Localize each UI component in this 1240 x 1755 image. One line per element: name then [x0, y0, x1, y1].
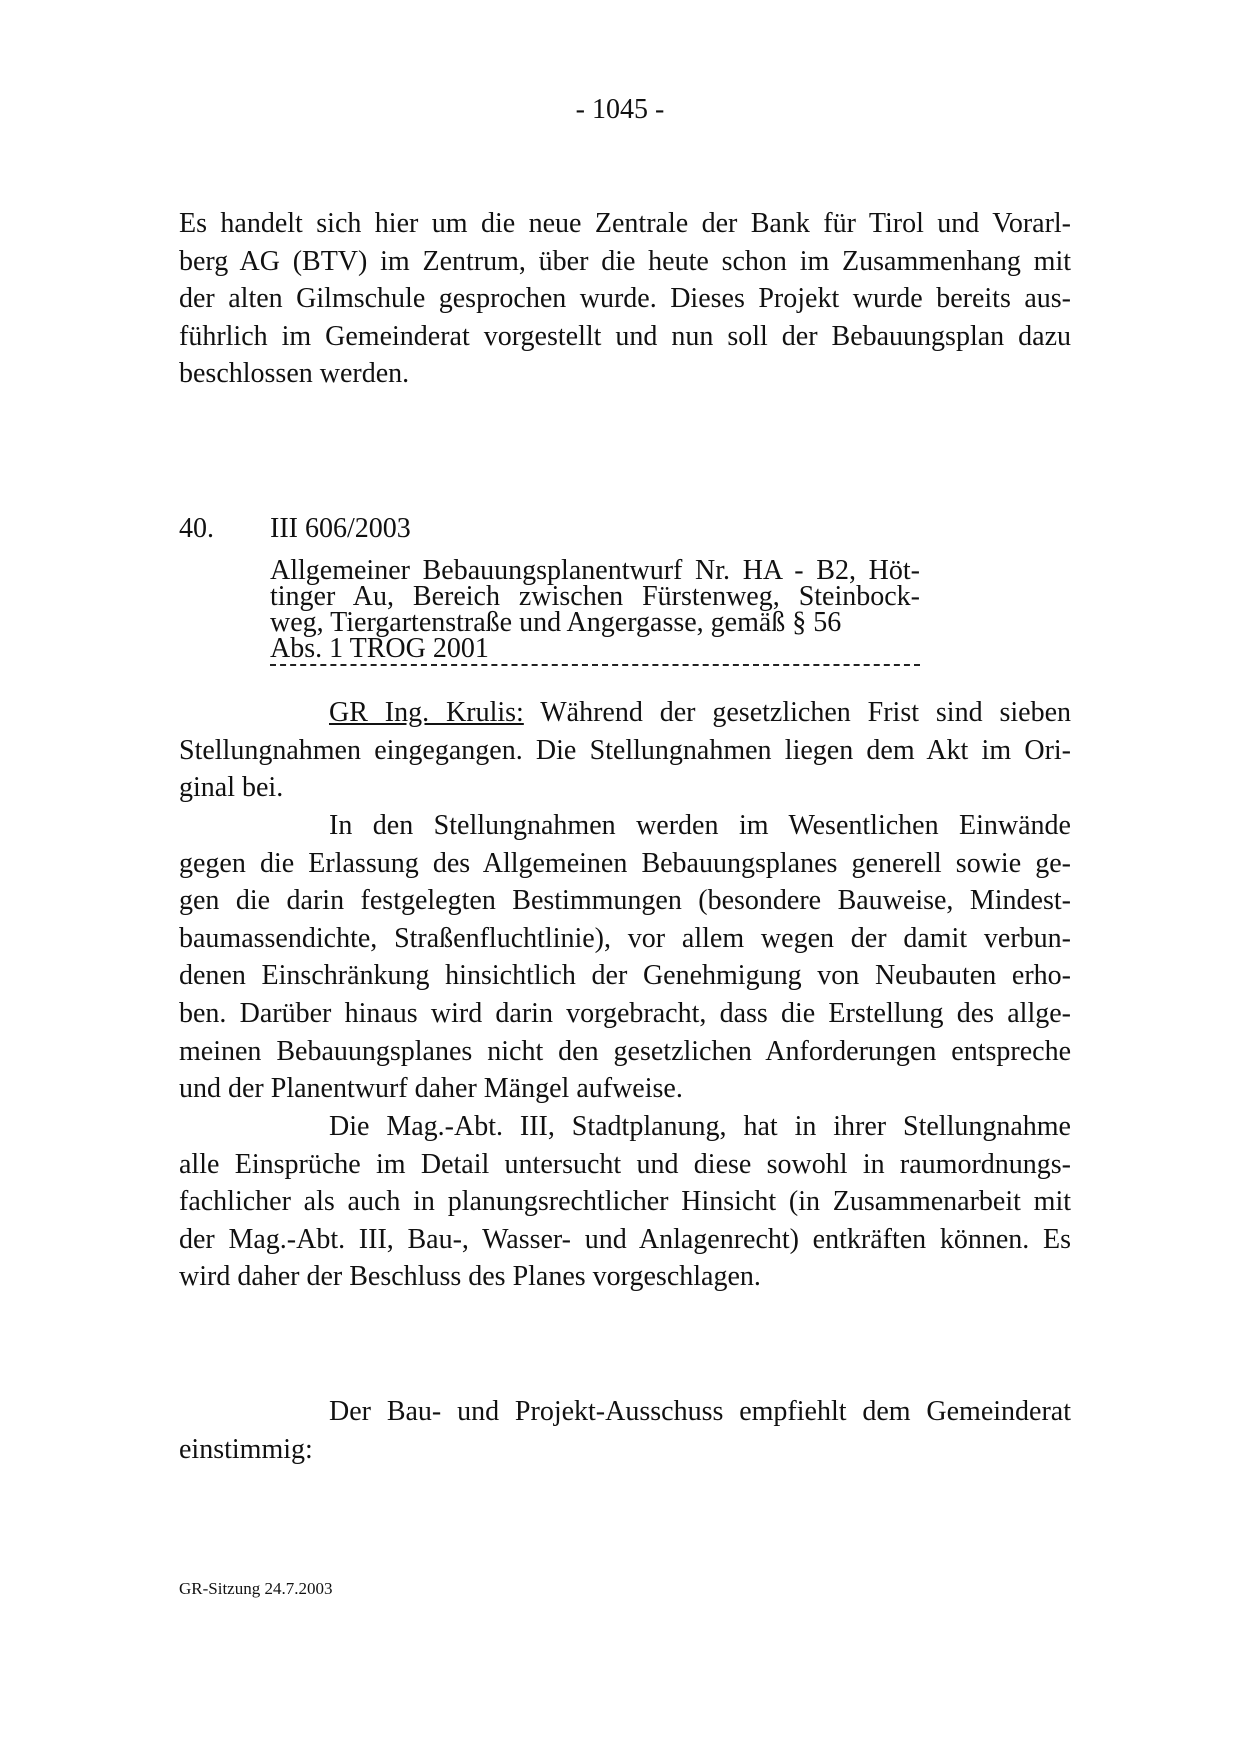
statement-line: gegen die Erlassung des Allgemeinen Bebauungsplanes generell sowie ge-	[179, 847, 1071, 879]
statement-paragraph-1	[179, 694, 1071, 807]
statement-line: fachlicher als auch in planungsrechtlicher Hinsicht (in Zusammenarbeit mit	[179, 1186, 1071, 1218]
statement-line: baumassendichte, Straßenfluchtlinie), vor allem wegen der damit verbun-	[179, 922, 1071, 954]
title-line: Abs. 1 TROG 2001	[270, 633, 489, 664]
statement-line: alle Einsprüche im Detail untersucht und diese sowohl in raumordnungs-	[179, 1148, 1071, 1180]
page-number: - 1045 -	[575, 94, 665, 125]
agenda-item-reference: III 606/2003	[270, 513, 411, 544]
statement-first-line-text: Während der gesetzlichen Frist sind sieben	[523, 697, 1071, 728]
statement-line: ginal bei.	[179, 772, 284, 804]
statement-line: denen Einschränkung hinsichtlich der Genehmigung von Neubauten erho-	[179, 960, 1071, 992]
agenda-item-number: 40.	[179, 513, 214, 544]
intro-line: führlich im Gemeinderat vorgestellt und nun soll der Bebauungsplan dazu	[179, 320, 1071, 352]
intro-line: berg AG (BTV) im Zentrum, über die heute schon im Zusammenhang mit	[179, 245, 1071, 277]
statement-paragraph-2	[179, 807, 1071, 1108]
statement-line: ben. Darüber hinaus wird darin vorgebracht, dass die Erstellung des allge-	[179, 997, 1071, 1029]
dashed-separator	[270, 664, 920, 666]
intro-line: Es handelt sich hier um die neue Zentrale der Bank für Tirol und Vorarl-	[179, 208, 1071, 239]
statement-line: Die Mag.-Abt. III, Stadtplanung, hat in ihrer Stellungnahme	[329, 1111, 1071, 1142]
recommendation-paragraph	[179, 1393, 1071, 1468]
statement-first-line	[179, 694, 1071, 732]
speaker-name: GR Ing. Krulis:	[329, 697, 524, 728]
title-line: tinger Au, Bereich zwischen Fürstenweg, Steinbock-	[270, 581, 920, 612]
recommendation-line: Der Bau- und Projekt-Ausschuss empfiehlt dem Gemeinderat	[329, 1396, 1071, 1427]
statement-line: und der Planentwurf daher Mängel aufweise.	[179, 1073, 683, 1105]
agenda-item-title	[270, 555, 920, 664]
statement-line: meinen Bebauungsplanes nicht den gesetzlichen Anforderungen entspreche	[179, 1035, 1071, 1067]
statement-line: gen die darin festgelegten Bestimmungen (besondere Bauweise, Mindest-	[179, 885, 1071, 917]
statement-line: wird daher der Beschluss des Planes vorgeschlagen.	[179, 1261, 761, 1293]
intro-paragraph	[179, 205, 1071, 393]
intro-line: der alten Gilmschule gesprochen wurde. Dieses Projekt wurde bereits aus-	[179, 283, 1071, 315]
statement-paragraph-3	[179, 1108, 1071, 1296]
recommendation-line: einstimmig:	[179, 1433, 313, 1465]
intro-line: beschlossen werden.	[179, 358, 410, 390]
statement-line: der Mag.-Abt. III, Bau-, Wasser- und Anlagenrecht) entkräften können. Es	[179, 1223, 1071, 1255]
footer-session-date: GR-Sitzung 24.7.2003	[179, 1579, 333, 1598]
title-line: Allgemeiner Bebauungsplanentwurf Nr. HA - B2, Höt-	[270, 555, 920, 586]
statement-line: Stellungnahmen eingegangen. Die Stellungnahmen liegen dem Akt im Ori-	[179, 734, 1071, 766]
statement-line: In den Stellungnahmen werden im Wesentlichen Einwände	[329, 810, 1071, 841]
title-line: weg, Tiergartenstraße und Angergasse, gemäß § 56	[270, 607, 842, 638]
